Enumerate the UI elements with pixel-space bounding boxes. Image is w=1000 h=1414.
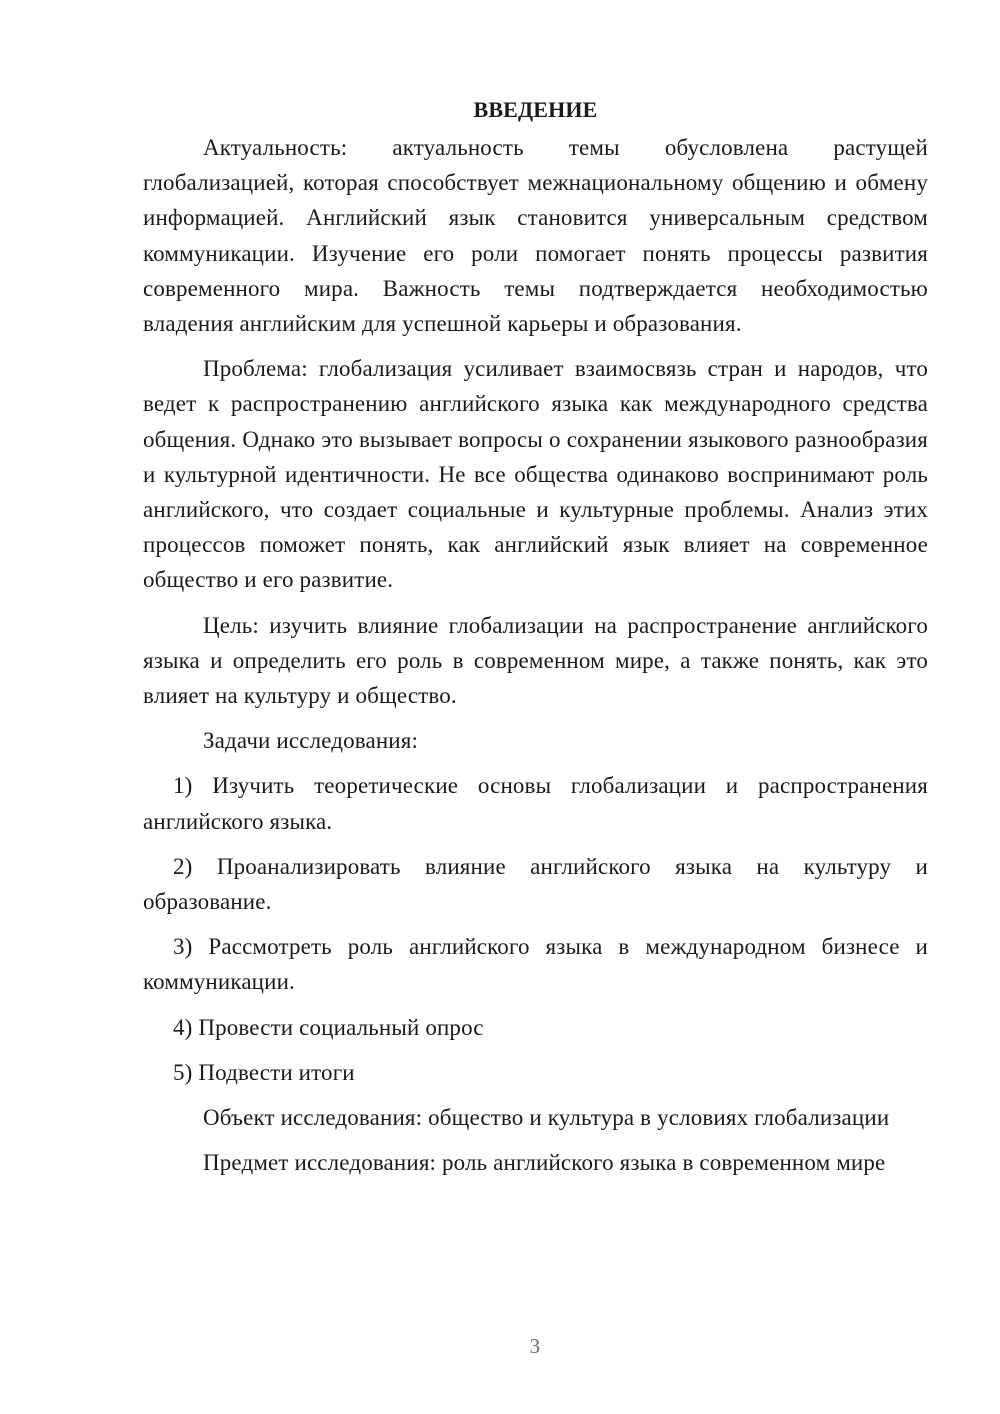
tasks-heading: Задачи исследования: — [203, 728, 419, 754]
page-content — [143, 92, 928, 1190]
object-paragraph: Объект исследования: общество и культура в условиях глобализации — [203, 1105, 890, 1131]
subject-paragraph: Предмет исследования: роль английского языка в современном мире — [203, 1150, 886, 1176]
task-item: 5) Подвести итоги — [173, 1059, 355, 1085]
goal-paragraph: Цель: изучить влияние глобализации на распространение английского языка и определить его роль в современном мире, а также понять, как это влияет на культуру и общество. — [143, 612, 928, 709]
page-title: ВВЕДЕНИЕ — [473, 97, 598, 122]
task-item: 4) Провести социальный опрос — [173, 1014, 484, 1040]
task-item: 3) Рассмотреть роль английского языка в международном бизнесе и коммуникации. — [143, 934, 928, 995]
task-item: 1) Изучить теоретические основы глобализации и распространения английского языка. — [143, 773, 928, 834]
problem-paragraph: Проблема: глобализация усиливает взаимосвязь стран и народов, что ведет к распространению английского языка как международного средства общения. Однако это вызывает вопросы о сохранении языкового разнообразия и культурной идентичности. Не все общества одинаково воспринимают роль английского, что создает социальные и культурные проблемы. Анализ этих процессов поможет понять, как английский язык влияет на современное общество и его развитие. — [143, 356, 928, 593]
page-number: 3 — [529, 1334, 541, 1358]
relevance-paragraph: Актуальность: актуальность темы обусловлена растущей глобализацией, которая способствует межнациональному общению и обмену информацией. Английский язык становится универсальным средством коммуникации. Изучение его роли помогает понять процессы развития современного мира. Важность темы подтверждается необходимостью владения английским для успешной карьеры и образования. — [143, 135, 928, 337]
task-item: 2) Проанализировать влияние английского языка на культуру и образование. — [143, 853, 928, 915]
